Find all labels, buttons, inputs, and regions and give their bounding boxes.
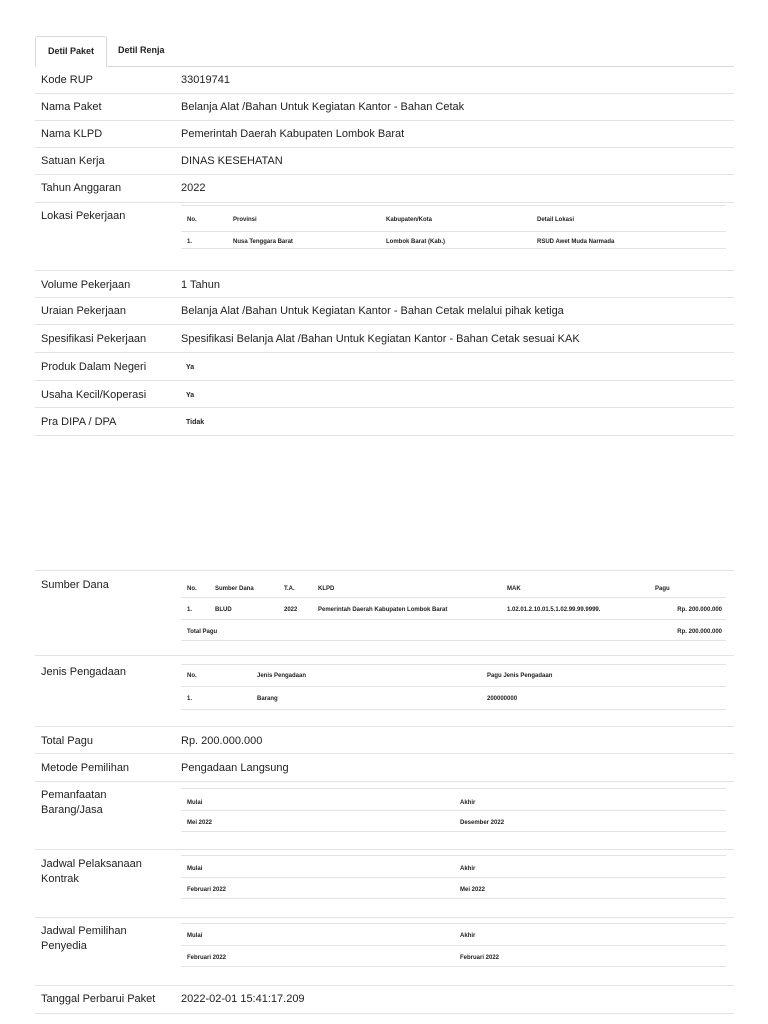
pemilihan-header bbox=[181, 923, 726, 945]
lokasi-cell-detail: RSUD Awet Muda Narmada bbox=[537, 239, 615, 245]
pemanfaatan-header-akhir: Akhir bbox=[460, 800, 476, 806]
label-sumber-dana: Sumber Dana bbox=[41, 579, 109, 591]
table-row bbox=[181, 597, 726, 619]
value-metode-pemilihan: Pengadaan Langsung bbox=[181, 762, 289, 774]
label-satuan-kerja: Satuan Kerja bbox=[41, 155, 105, 167]
pemanfaatan-akhir: Desember 2022 bbox=[460, 820, 505, 826]
lokasi-table bbox=[181, 205, 726, 247]
label-tanggal-perbarui: Tanggal Perbarui Paket bbox=[41, 993, 156, 1005]
pemanfaatan-header-mulai: Mulai bbox=[187, 800, 203, 806]
jp-cell-pagu: 200000000 bbox=[487, 696, 518, 702]
tab-bar bbox=[35, 36, 734, 67]
label-spesifikasi: Spesifikasi Pekerjaan bbox=[41, 333, 147, 345]
kontrak-header-mulai: Mulai bbox=[187, 866, 203, 872]
row-usaha-kecil bbox=[35, 381, 734, 408]
value-total-pagu: Rp. 200.000.000 bbox=[181, 735, 263, 747]
jp-header-no: No. bbox=[187, 673, 197, 679]
lokasi-cell-provinsi: Nusa Tenggara Barat bbox=[233, 239, 293, 245]
tab-detil-paket[interactable]: Detil Paket bbox=[35, 36, 107, 67]
jp-cell-jenis: Barang bbox=[257, 696, 278, 702]
jp-header-pagu: Pagu Jenis Pengadaan bbox=[487, 673, 553, 679]
label-lokasi-pekerjaan: Lokasi Pekerjaan bbox=[41, 210, 126, 222]
jp-cell-no: 1. bbox=[187, 696, 193, 702]
row-tahun-anggaran bbox=[35, 175, 734, 203]
value-pra-dipa: Tidak bbox=[186, 419, 205, 426]
lokasi-cell-no: 1. bbox=[187, 239, 193, 245]
sd-header-ta: T.A. bbox=[284, 586, 295, 592]
sd-header-mak: MAK bbox=[507, 586, 521, 592]
value-tanggal-perbarui: 2022-02-01 15:41:17.209 bbox=[181, 993, 305, 1005]
row-nama-paket bbox=[35, 94, 734, 121]
pemilihan-akhir: Februari 2022 bbox=[460, 955, 500, 961]
table-row bbox=[181, 877, 726, 899]
label-volume: Volume Pekerjaan bbox=[41, 279, 131, 291]
row-total-pagu bbox=[35, 727, 734, 754]
lokasi-header-kabupaten: Kabupaten/Kota bbox=[386, 217, 433, 223]
label-kode-rup: Kode RUP bbox=[41, 74, 93, 86]
row-produk-dalam-negeri bbox=[35, 353, 734, 381]
jenis-pengadaan-table bbox=[181, 664, 726, 712]
tab-detil-renja[interactable]: Detil Renja bbox=[118, 45, 165, 55]
value-nama-paket: Belanja Alat /Bahan Untuk Kegiatan Kantor - Bahan Cetak bbox=[181, 101, 465, 113]
pemilihan-table bbox=[181, 923, 726, 967]
pemanfaatan-header bbox=[181, 788, 726, 810]
label-jadwal-pemilihan-line2: Penyedia bbox=[41, 940, 87, 952]
table-row bbox=[181, 231, 726, 249]
value-nama-klpd: Pemerintah Daerah Kabupaten Lombok Barat bbox=[181, 128, 405, 140]
sd-cell-mak: 1.02.01.2.10.01.5.1.02.99.99.9999. bbox=[507, 607, 601, 613]
value-uraian: Belanja Alat /Bahan Untuk Kegiatan Kantor - Bahan Cetak melalui pihak ketiga bbox=[181, 305, 564, 317]
value-spesifikasi: Spesifikasi Belanja Alat /Bahan Untuk Kegiatan Kantor - Bahan Cetak sesuai KAK bbox=[181, 333, 580, 345]
label-jadwal-kontrak-line2: Kontrak bbox=[41, 873, 79, 885]
row-tanggal-perbarui bbox=[35, 986, 734, 1014]
sd-total-value: Rp. 200.000.000 bbox=[677, 629, 722, 635]
row-kode-rup bbox=[35, 67, 734, 94]
value-volume: 1 Tahun bbox=[181, 279, 220, 291]
row-nama-klpd bbox=[35, 121, 734, 148]
row-sumber-dana bbox=[35, 570, 734, 656]
label-jadwal-kontrak-line1: Jadwal Pelaksanaan bbox=[41, 858, 142, 870]
value-kode-rup: 33019741 bbox=[181, 74, 230, 86]
sd-total-label: Total Pagu bbox=[187, 629, 218, 635]
table-row bbox=[181, 810, 726, 832]
row-metode-pemilihan bbox=[35, 754, 734, 782]
sd-cell-no: 1. bbox=[187, 607, 193, 613]
pemanfaatan-mulai: Mei 2022 bbox=[187, 820, 213, 826]
label-nama-paket: Nama Paket bbox=[41, 101, 102, 113]
kontrak-header bbox=[181, 855, 726, 877]
label-pemanfaatan-line1: Pemanfaatan bbox=[41, 789, 107, 801]
pemilihan-header-akhir: Akhir bbox=[460, 933, 476, 939]
row-lokasi-pekerjaan bbox=[35, 203, 734, 271]
lokasi-cell-kabupaten: Lombok Barat (Kab.) bbox=[386, 239, 446, 245]
row-pra-dipa bbox=[35, 408, 734, 436]
row-jadwal-kontrak bbox=[35, 850, 734, 918]
table-row bbox=[181, 945, 726, 967]
label-nama-klpd: Nama KLPD bbox=[41, 128, 103, 140]
lokasi-header-no: No. bbox=[187, 217, 197, 223]
jp-header bbox=[181, 664, 726, 686]
pemilihan-header-mulai: Mulai bbox=[187, 933, 203, 939]
lokasi-header-detail: Detail Lokasi bbox=[537, 217, 575, 223]
kontrak-table bbox=[181, 855, 726, 899]
label-pra-dipa: Pra DIPA / DPA bbox=[41, 416, 117, 428]
sd-cell-klpd: Pemerintah Daerah Kabupaten Lombok Barat bbox=[318, 607, 448, 613]
value-tahun-anggaran: 2022 bbox=[181, 182, 206, 194]
row-jenis-pengadaan bbox=[35, 656, 734, 727]
jp-header-jenis: Jenis Pengadaan bbox=[257, 673, 307, 679]
sd-header-klpd: KLPD bbox=[318, 586, 335, 592]
value-usaha-kecil: Ya bbox=[186, 392, 195, 399]
sd-header-pagu: Pagu bbox=[655, 586, 670, 592]
label-metode-pemilihan: Metode Pemilihan bbox=[41, 762, 130, 774]
kontrak-akhir: Mei 2022 bbox=[460, 887, 486, 893]
label-pemanfaatan-line2: Barang/Jasa bbox=[41, 804, 103, 816]
label-jenis-pengadaan: Jenis Pengadaan bbox=[41, 666, 127, 678]
row-uraian bbox=[35, 298, 734, 325]
value-satuan-kerja: DINAS KESEHATAN bbox=[181, 155, 283, 167]
label-jadwal-pemilihan-line1: Jadwal Pemilihan bbox=[41, 925, 127, 937]
label-uraian: Uraian Pekerjaan bbox=[41, 305, 126, 317]
sd-header-sumber: Sumber Dana bbox=[215, 586, 254, 592]
sd-cell-sumber: BLUD bbox=[215, 607, 232, 613]
label-usaha-kecil: Usaha Kecil/Koperasi bbox=[41, 389, 147, 401]
label-produk-dalam-negeri: Produk Dalam Negeri bbox=[41, 361, 147, 373]
sumber-dana-header bbox=[181, 575, 726, 597]
sumber-dana-table bbox=[181, 575, 726, 641]
sd-header-no: No. bbox=[187, 586, 197, 592]
sumber-dana-total-row bbox=[181, 619, 726, 641]
lokasi-header-provinsi: Provinsi bbox=[233, 217, 257, 223]
row-spesifikasi bbox=[35, 325, 734, 353]
table-row bbox=[181, 686, 726, 710]
row-volume bbox=[35, 271, 734, 298]
label-total-pagu: Total Pagu bbox=[41, 735, 93, 747]
kontrak-mulai: Februari 2022 bbox=[187, 887, 227, 893]
row-satuan-kerja bbox=[35, 148, 734, 175]
kontrak-header-akhir: Akhir bbox=[460, 866, 476, 872]
sd-cell-pagu: Rp. 200.000.000 bbox=[677, 607, 722, 613]
lokasi-table-header bbox=[181, 205, 726, 225]
pemilihan-mulai: Februari 2022 bbox=[187, 955, 227, 961]
value-produk-dalam-negeri: Ya bbox=[186, 364, 195, 371]
sd-cell-ta: 2022 bbox=[284, 607, 298, 613]
label-tahun-anggaran: Tahun Anggaran bbox=[41, 182, 122, 194]
pemanfaatan-table bbox=[181, 788, 726, 832]
row-jadwal-pemilihan bbox=[35, 918, 734, 986]
row-pemanfaatan bbox=[35, 782, 734, 850]
